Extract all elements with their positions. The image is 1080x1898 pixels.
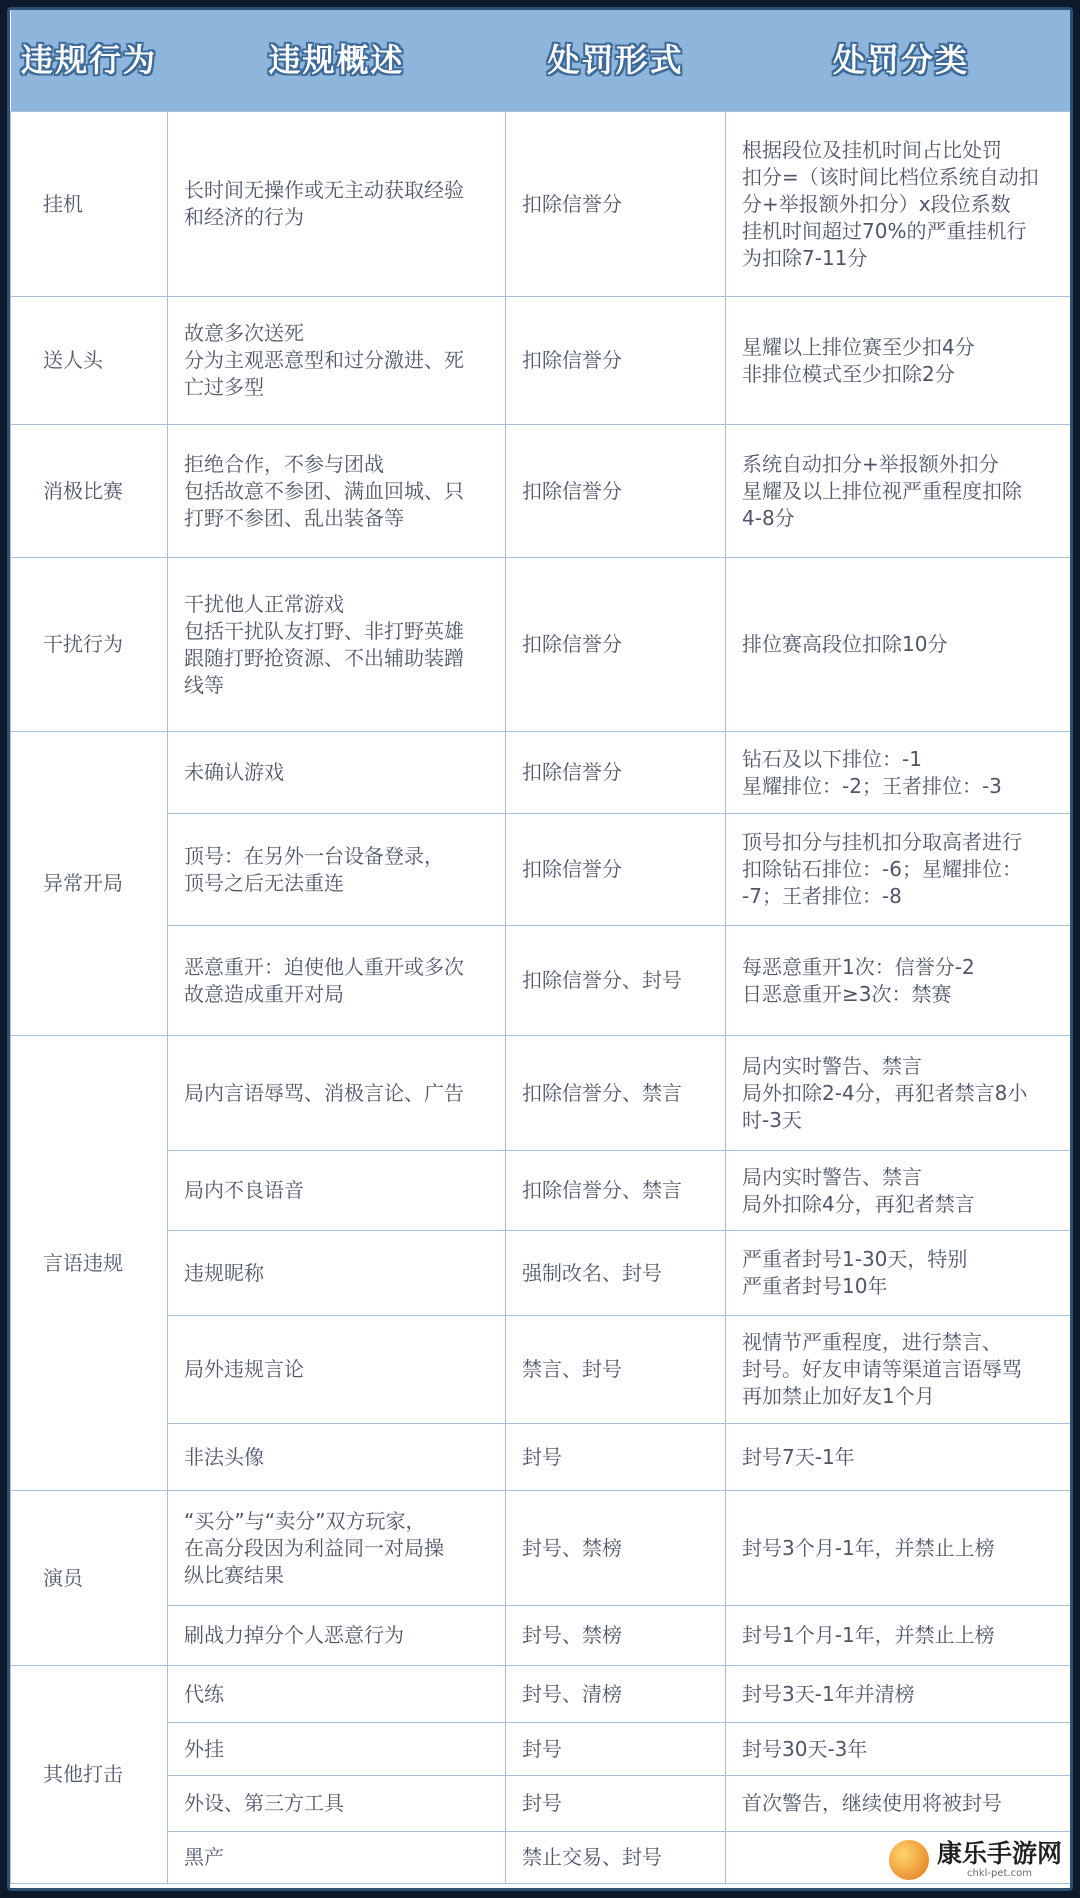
penalty-form: 封号 <box>506 1424 726 1491</box>
header-penalty-form: 处罚形式 <box>506 10 726 112</box>
penalty-form: 封号 <box>506 1723 726 1776</box>
penalty-rule: 视情节严重程度，进行禁言、 封号。好友申请等渠道言语辱骂 再加禁止加好友1个月 <box>726 1316 1074 1424</box>
violation-description: 外设、第三方工具 <box>168 1776 506 1832</box>
violation-description: 未确认游戏 <box>168 732 506 814</box>
table-row <box>11 425 1074 558</box>
penalty-table <box>10 10 1073 1884</box>
table-row <box>11 1036 1074 1151</box>
table-row <box>11 558 1074 732</box>
table-row <box>11 1424 1074 1491</box>
penalty-rule: 每恶意重开1次：信誉分-2 日恶意重开≥3次：禁赛 <box>726 926 1074 1036</box>
watermark-url: chkl-pet.com <box>967 1868 1032 1879</box>
penalty-rule: 系统自动扣分+举报额外扣分 星耀及以上排位视严重程度扣除 4-8分 <box>726 425 1074 558</box>
penalty-form: 扣除信誉分 <box>506 297 726 425</box>
penalty-rule: 钻石及以下排位：-1 星耀排位：-2；王者排位：-3 <box>726 732 1074 814</box>
table-frame <box>7 7 1073 1891</box>
penalty-rule: 严重者封号1-30天，特别 严重者封号10年 <box>726 1231 1074 1316</box>
table-row <box>11 1231 1074 1316</box>
penalty-form: 扣除信誉分 <box>506 112 726 297</box>
violation-category: 挂机 <box>11 112 168 297</box>
violation-description: 恶意重开：迫使他人重开或多次 故意造成重开对局 <box>168 926 506 1036</box>
table-row <box>11 112 1074 297</box>
penalty-rule: 封号30天-3年 <box>726 1723 1074 1776</box>
violation-category: 消极比赛 <box>11 425 168 558</box>
table-row <box>11 1723 1074 1776</box>
violation-description: 外挂 <box>168 1723 506 1776</box>
violation-description: 故意多次送死 分为主观恶意型和过分激进、死 亡过多型 <box>168 297 506 425</box>
table-row <box>11 297 1074 425</box>
violation-description: “买分”与“卖分”双方玩家， 在高分段因为利益同一对局操 纵比赛结果 <box>168 1491 506 1606</box>
table-row <box>11 732 1074 814</box>
penalty-form: 扣除信誉分、封号 <box>506 926 726 1036</box>
violation-description: 违规昵称 <box>168 1231 506 1316</box>
penalty-form: 封号、禁榜 <box>506 1606 726 1666</box>
table-row <box>11 1316 1074 1424</box>
violation-description: 干扰他人正常游戏 包括干扰队友打野、非打野英雄 跟随打野抢资源、不出辅助装蹭 线等 <box>168 558 506 732</box>
penalty-rule: 封号3天-1年并清榜 <box>726 1666 1074 1723</box>
violation-description: 局内言语辱骂、消极言论、广告 <box>168 1036 506 1151</box>
header-description: 违规概述 <box>168 10 506 112</box>
penalty-rule: 星耀以上排位赛至少扣4分 非排位模式至少扣除2分 <box>726 297 1074 425</box>
table-row <box>11 1151 1074 1231</box>
violation-category: 干扰行为 <box>11 558 168 732</box>
penalty-rule: 排位赛高段位扣除10分 <box>726 558 1074 732</box>
violation-category: 送人头 <box>11 297 168 425</box>
penalty-rule: 局内实时警告、禁言 局外扣除4分，再犯者禁言 <box>726 1151 1074 1231</box>
violation-description: 非法头像 <box>168 1424 506 1491</box>
penalty-form: 禁止交易、封号 <box>506 1832 726 1884</box>
violation-description: 顶号：在另外一台设备登录， 顶号之后无法重连 <box>168 814 506 926</box>
penalty-form: 封号、清榜 <box>506 1666 726 1723</box>
penalty-form: 扣除信誉分、禁言 <box>506 1151 726 1231</box>
table-row <box>11 1666 1074 1723</box>
violation-description: 刷战力掉分个人恶意行为 <box>168 1606 506 1666</box>
site-logo-icon <box>887 1838 931 1882</box>
penalty-rule: 根据段位及挂机时间占比处罚 扣分=（该时间比档位系统自动扣 分+举报额外扣分）x段位系数 挂机时间超过70%的严重挂机行 为扣除7-11分 <box>726 112 1074 297</box>
table-row <box>11 1606 1074 1666</box>
violation-category: 演员 <box>11 1491 168 1666</box>
violation-description: 代练 <box>168 1666 506 1723</box>
penalty-form: 禁言、封号 <box>506 1316 726 1424</box>
violation-category: 其他打击 <box>11 1666 168 1884</box>
penalty-rule: 封号7天-1年 <box>726 1424 1074 1491</box>
penalty-form: 扣除信誉分、禁言 <box>506 1036 726 1151</box>
table-row <box>11 926 1074 1036</box>
header-penalty-category: 处罚分类 <box>726 10 1074 112</box>
violation-category: 异常开局 <box>11 732 168 1036</box>
penalty-rule: 封号3个月-1年，并禁止上榜 <box>726 1491 1074 1606</box>
watermark-title: 康乐手游网 <box>936 1839 1062 1868</box>
penalty-form: 扣除信誉分 <box>506 425 726 558</box>
penalty-form: 封号、禁榜 <box>506 1491 726 1606</box>
penalty-form: 扣除信誉分 <box>506 732 726 814</box>
violation-description: 局外违规言论 <box>168 1316 506 1424</box>
penalty-form: 扣除信誉分 <box>506 814 726 926</box>
violation-description: 长时间无操作或无主动获取经验 和经济的行为 <box>168 112 506 297</box>
penalty-rule: 顶号扣分与挂机扣分取高者进行 扣除钻石排位：-6；星耀排位： -7；王者排位：-8 <box>726 814 1074 926</box>
violation-category: 言语违规 <box>11 1036 168 1491</box>
watermark-text <box>937 1841 1062 1879</box>
penalty-form: 封号 <box>506 1776 726 1832</box>
violation-description: 拒绝合作，不参与团战 包括故意不参团、满血回城、只 打野不参团、乱出装备等 <box>168 425 506 558</box>
violation-description: 局内不良语音 <box>168 1151 506 1231</box>
header-row <box>11 10 1074 112</box>
table-row <box>11 1491 1074 1606</box>
penalty-rule: 首次警告，继续使用将被封号 <box>726 1776 1074 1832</box>
penalty-rule: 局内实时警告、禁言 局外扣除2-4分，再犯者禁言8小 时-3天 <box>726 1036 1074 1151</box>
penalty-form: 强制改名、封号 <box>506 1231 726 1316</box>
penalty-rule: 封号1个月-1年，并禁止上榜 <box>726 1606 1074 1666</box>
header-violation: 违规行为 <box>11 10 168 112</box>
site-watermark <box>887 1838 1062 1882</box>
table-row <box>11 814 1074 926</box>
penalty-form: 扣除信誉分 <box>506 558 726 732</box>
table-row <box>11 1776 1074 1832</box>
violation-description: 黑产 <box>168 1832 506 1884</box>
